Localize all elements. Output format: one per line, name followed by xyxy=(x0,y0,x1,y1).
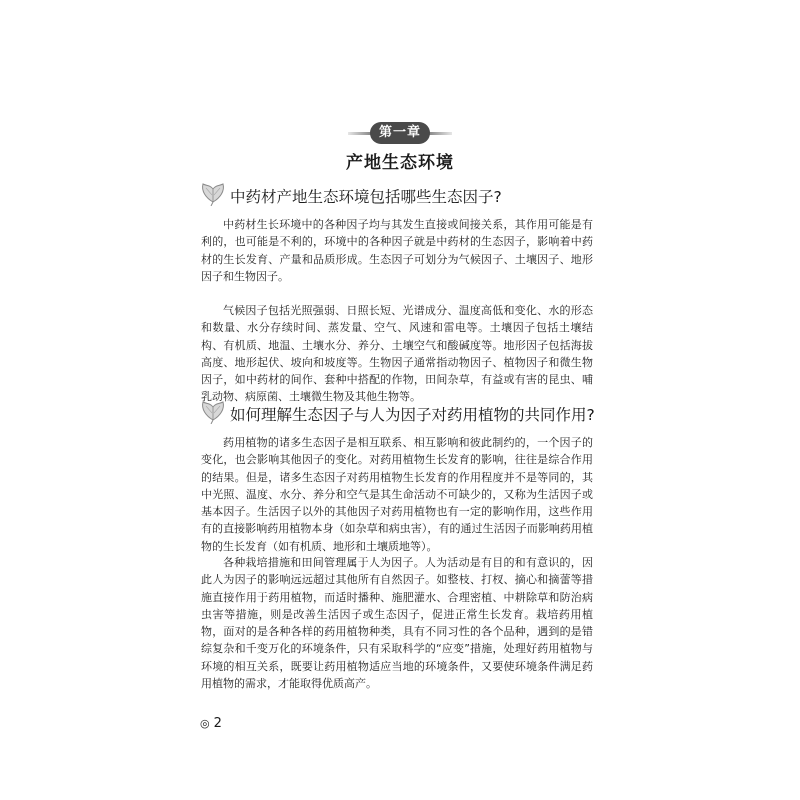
page-footer xyxy=(200,716,222,732)
ginkgo-leaf-icon xyxy=(200,398,226,424)
chapter-title: 产地生态环境 xyxy=(346,153,454,173)
paragraph: 中药材生长环境中的各种因子均与其发生直接或间接关系，其作用可能是有利的，也可能是不利的，环境中的各种因子就是中药材的生态因子，影响着中药材的生长发育、产量和品质形成。生态因子可划分为气候因子、土壤因子、地形因子和生物因子。 xyxy=(201,218,593,283)
chapter-badge xyxy=(348,122,452,144)
section-heading-text: 中药材产地生态环境包括哪些生态因子? xyxy=(230,188,502,206)
page-marker-icon: ◎ xyxy=(200,717,210,730)
section-heading-text: 如何理解生态因子与人为因子对药用植物的共同作用? xyxy=(230,406,595,424)
page-number: 2 xyxy=(213,716,222,731)
paragraph: 气候因子包括光照强弱、日照长短、光谱成分、温度高低和变化、水的形态和数量、水分存续时间、蒸发量、空气、风速和雷电等。土壤因子包括土壤结构、有机质、地温、土壤水分、养分、土壤空气和酸碱度等。地形因子包括海拔高度、地形起伏、坡向和坡度等。生物因子通常指动物因子、植物因子和微生物因子，如中药材的间作、套种中搭配的作物，田间杂草，有益或有害的昆虫、哺乳动物、病原菌、土壤微生物及其他生物等。 xyxy=(201,304,593,404)
ginkgo-leaf-icon xyxy=(200,180,226,206)
paragraph: 药用植物的诸多生态因子是相互联系、相互影响和彼此制约的，一个因子的变化，也会影响其他因子的变化。对药用植物生长发育的影响，往往是综合作用的结果。但是，诸多生态因子对药用植物生长发育的作用程度并不是等同的，其中光照、温度、水分、养分和空气是其生命活动不可缺少的，又称为生活因子或基本因子。生活因子以外的其他因子对药用植物也有一定的影响作用，这些作用有的直接影响药用植物本身（如杂草和病虫害），有的通过生活因子而影响药用植物的生长发育（如有机质、地形和土壤质地等）。 xyxy=(201,436,593,553)
paragraph: 各种栽培措施和田间管理属于人为因子。人为活动是有目的和有意识的，因此人为因子的影响远远超过其他所有自然因子。如整枝、打杈、摘心和摘蕾等措施直接作用于药用植物，而适时播种、施肥灌水、合理密植、中耕除草和防治病虫害等措施，则是改善生活因子或生态因子，促进正常生长发育。栽培药用植物，面对的是各种各样的药用植物种类，具有不同习性的各个品种，遇到的是错综复杂和千变万化的环境条件，只有采取科学的“应变”措施，处理好药用植物与环境的相互关系，既要让药用植物适应当地的环境条件，又要使环境条件满足药用植物的需求，才能取得优质高产。 xyxy=(201,556,593,691)
chapter-number: 第一章 xyxy=(370,122,430,144)
